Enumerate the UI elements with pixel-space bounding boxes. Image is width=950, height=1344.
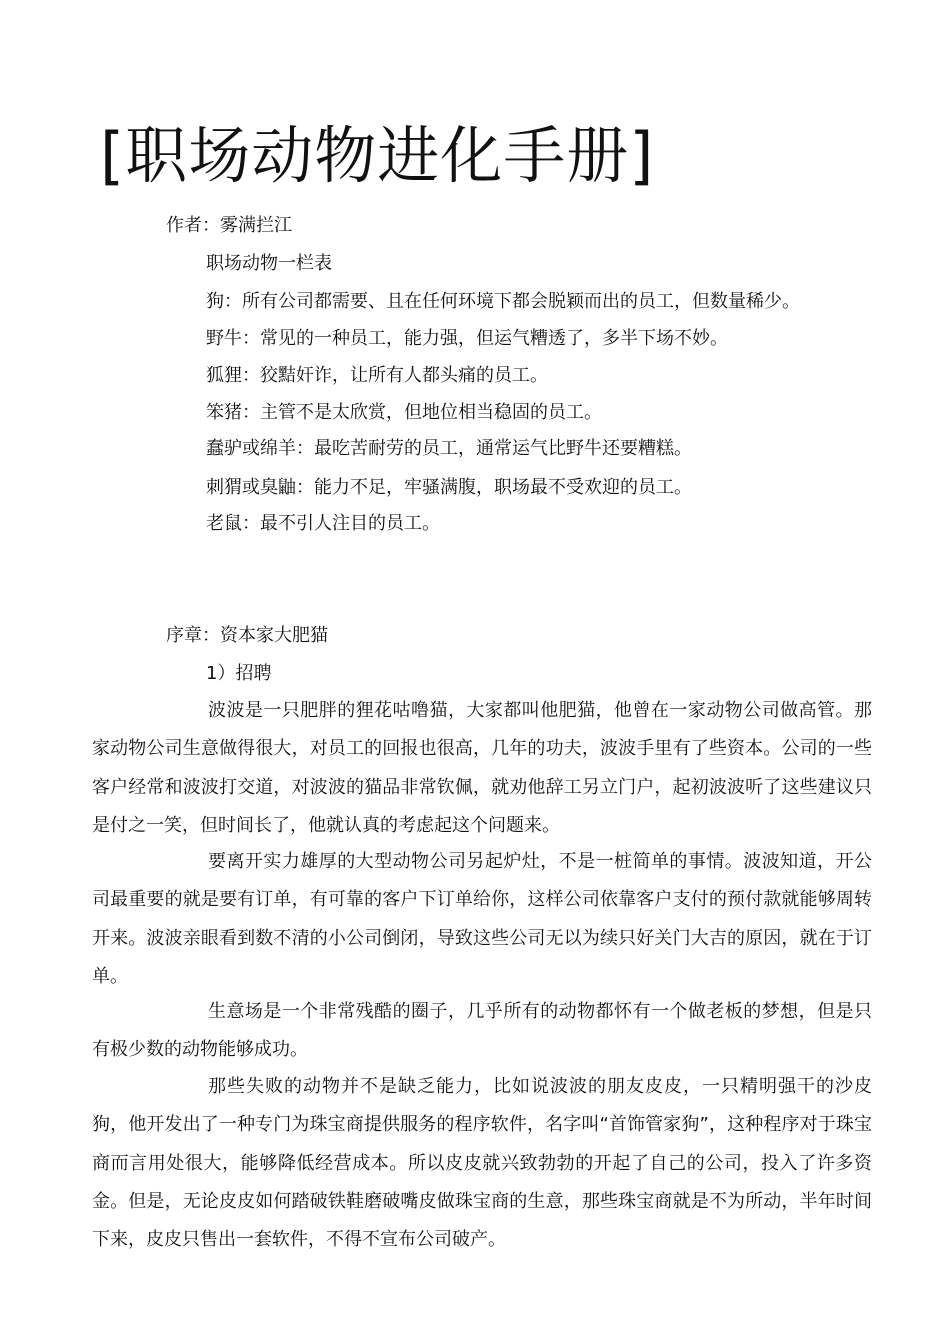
list-item: 蠢驴或绵羊：最吃苦耐劳的员工，通常运气比野牛还要糟糕。: [206, 438, 692, 459]
section-title: 1）招聘: [206, 663, 272, 684]
list-item: 狐狸：狡黠奸诈，让所有人都头痛的员工。: [206, 365, 548, 386]
list-item: 笨猪：主管不是太欣赏，但地位相当稳固的员工。: [206, 402, 602, 423]
list-heading: 职场动物一栏表: [206, 253, 332, 274]
author-line: 作者：雾满拦江: [166, 215, 292, 236]
list-item: 刺猬或臭鼬：能力不足，牢骚满腹，职场最不受欢迎的员工。: [206, 477, 692, 498]
document-title: [职场动物进化手册]: [100, 119, 655, 192]
list-item: 老鼠：最不引人注目的员工。: [206, 513, 440, 534]
chapter-title: 序章：资本家大肥猫: [166, 625, 328, 646]
body-paragraph: 那些失败的动物并不是缺乏能力，比如说波波的朋友皮皮，一只精明强干的沙皮狗，他开发出了一种专门为珠宝商提供服务的程序软件，名字叫“首饰管家狗”，这种程序对于珠宝商而言用处很大，能够降低经营成本。所以皮皮就兴致勃勃的开起了自己的公司，投入了许多资金。但是，无论皮皮如何踏破铁鞋磨破嘴皮做珠宝商的生意，那些珠宝商就是不为所动，半年时间下来，皮皮只售出一套软件，不得不宣布公司破产。: [92, 1076, 872, 1251]
list-item: 狗：所有公司都需要、且在任何环境下都会脱颖而出的员工，但数量稀少。: [206, 291, 800, 312]
body-paragraph: 生意场是一个非常残酷的圈子，几乎所有的动物都怀有一个做老板的梦想，但是只有极少数的动物能够成功。: [92, 1001, 872, 1061]
body-paragraph: 波波是一只肥胖的狸花咕噜猫，大家都叫他肥猫，他曾在一家动物公司做高管。那家动物公司生意做得很大，对员工的回报也很高，几年的功夫，波波手里有了些资本。公司的一些客户经常和波波打交道，对波波的猫品非常钦佩，就劝他辞工另立门户，起初波波听了这些建议只是付之一笑，但时间长了，他就认真的考虑起这个问题来。: [92, 700, 872, 836]
list-item: 野牛：常见的一种员工，能力强，但运气糟透了，多半下场不妙。: [206, 328, 728, 349]
body-paragraph: 要离开实力雄厚的大型动物公司另起炉灶，不是一桩简单的事情。波波知道，开公司最重要的就是要有订单，有可靠的客户下订单给你，这样公司依靠客户支付的预付款就能够周转开来。波波亲眼看到数不清的小公司倒闭，导致这些公司无以为续只好关门大吉的原因，就在于订单。: [92, 851, 872, 987]
